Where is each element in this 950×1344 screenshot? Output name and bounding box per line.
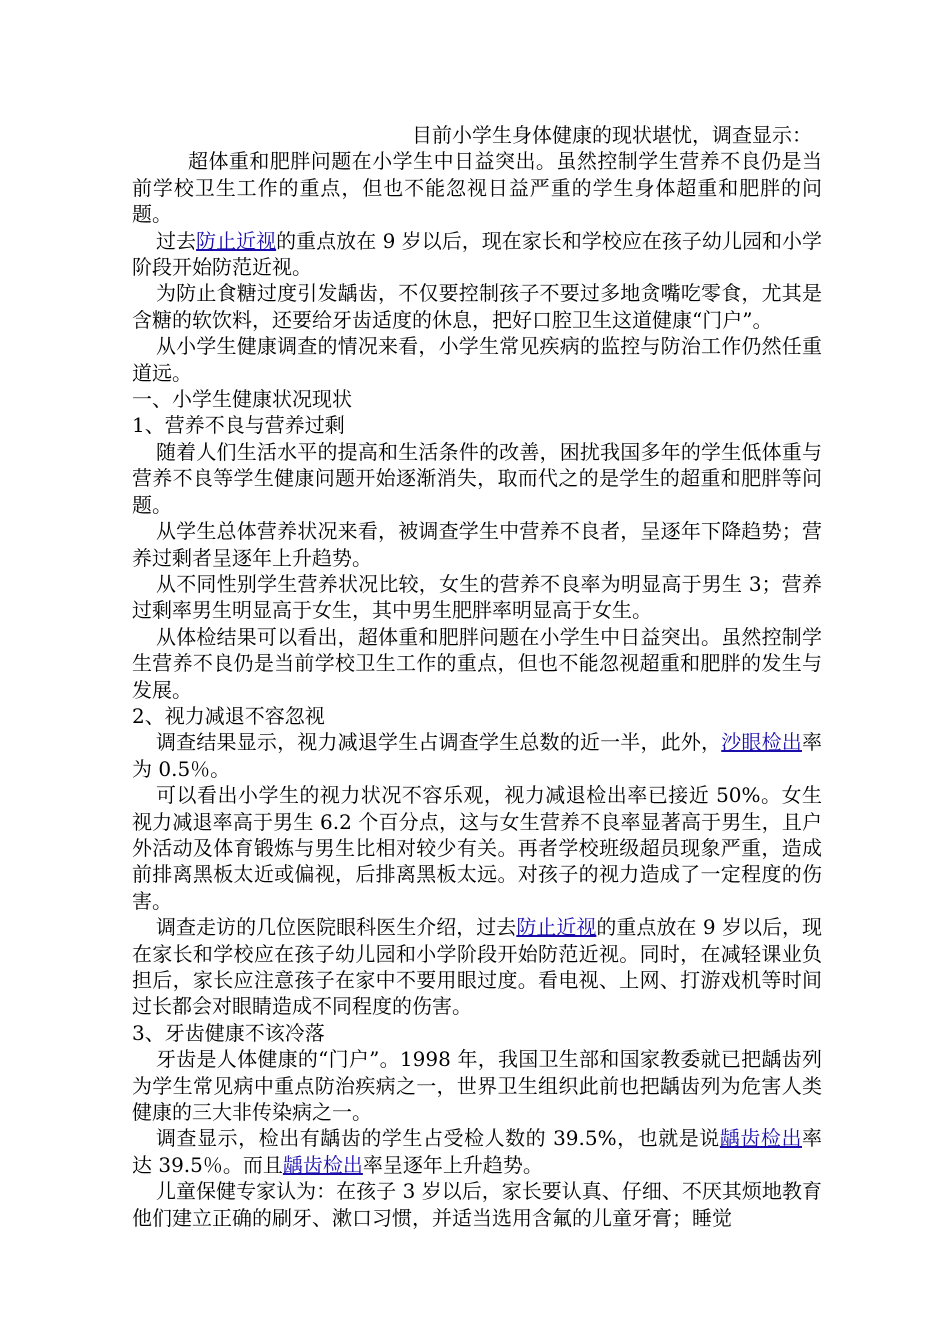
- text-run: 从不同性别学生营养状况比较，女生的营养不良率为明显高于男生 3；营养过剩率男生明显高于女生，其中男生肥胖率明显高于女生。: [132, 571, 822, 623]
- text-run: 调查显示，检出有龋齿的学生占受检人数的 39.5%，也就是说: [156, 1126, 720, 1151]
- text-run: 牙齿是人体健康的“门户”。1998 年，我国卫生部和国家教委就已把龋齿列为学生常见病中重点防治疾病之一，世界卫生组织此前也把龋齿列为危害人类健康的三大非传染病之一。: [132, 1047, 822, 1125]
- paragraph: [132, 228, 822, 281]
- text-run: 超体重和肥胖问题在小学生中日益突出。虽然控制学生营养不良仍是当前学校卫生工作的重点，但也不能忽视日益严重的学生身体超重和肥胖的问题。: [132, 149, 822, 227]
- text-run: 目前小学生身体健康的现状堪忧，调查显示：: [412, 123, 812, 147]
- paragraph: [132, 439, 822, 518]
- text-run: 3、牙齿健康不该冷落: [132, 1020, 325, 1045]
- section-heading: [132, 412, 822, 438]
- paragraph: [132, 1046, 822, 1125]
- paragraph: [132, 1125, 822, 1178]
- text-run: 调查结果显示，视力减退学生占调查学生总数的近一半，此外，: [156, 730, 722, 755]
- text-run: 过去: [156, 228, 197, 253]
- document-body: [132, 122, 822, 1231]
- text-run: 从小学生健康调查的情况来看，小学生常见疾病的监控与防治工作仍然任重道远。: [132, 334, 822, 385]
- section-heading: [132, 703, 822, 729]
- text-run: 一、小学生健康状况现状: [132, 387, 352, 412]
- paragraph: [132, 122, 822, 148]
- text-run: 为防止食糖过度引发龋齿，不仅要控制孩子不要过多地贪嘴吃零食，尤其是含糖的软饮料，还要给牙齿适度的休息，把好口腔卫生这道健康“门户”。: [132, 281, 822, 332]
- section-heading: [132, 1020, 822, 1046]
- paragraph: [132, 914, 822, 1020]
- paragraph: [132, 518, 822, 571]
- text-run: 可以看出小学生的视力状况不容乐观，视力减退检出率已接近 50%。女生视力减退率高于男生 6.2 个百分点，这与女生营养不良率显著高于男生，且户外活动及体育锻炼与男生比相对较少有关。再者学校班级超员现象严重，造成前排离黑板太近或偏视，后排离黑板太远。对孩子的视力造成了一定程度的伤害。: [132, 783, 822, 913]
- keyword-link[interactable]: 防止近视: [196, 228, 277, 253]
- paragraph: [132, 624, 822, 703]
- paragraph: [132, 729, 822, 782]
- keyword-link[interactable]: 龋齿检出: [719, 1126, 802, 1151]
- text-run: 从学生总体营养状况来看，被调查学生中营养不良者，呈逐年下降趋势；营养过剩者呈逐年上升趋势。: [132, 519, 822, 570]
- paragraph: [132, 782, 822, 914]
- paragraph: [132, 571, 822, 624]
- text-run: 1、营养不良与营养过剩: [132, 413, 345, 438]
- paragraph: [132, 333, 822, 386]
- paragraph: [132, 148, 822, 227]
- text-run: 率为 0.5％。: [132, 730, 822, 781]
- text-run: 随着人们生活水平的提高和生活条件的改善，困扰我国多年的学生低体重与营养不良等学生健康问题开始逐渐消失，取而代之的是学生的超重和肥胖等问题。: [132, 439, 822, 517]
- text-run: 调查走访的几位医院眼科医生介绍，过去: [156, 915, 517, 940]
- text-run: 率呈逐年上升趋势。: [362, 1152, 543, 1177]
- paragraph: [132, 1178, 822, 1231]
- keyword-link[interactable]: 防止近视: [516, 915, 597, 940]
- text-run: 从体检结果可以看出，超体重和肥胖问题在小学生中日益突出。虽然控制学生营养不良仍是当前学校卫生工作的重点，但也不能忽视超重和肥胖的发生与发展。: [132, 624, 822, 702]
- keyword-link[interactable]: 沙眼检出: [721, 730, 802, 755]
- text-run: 的重点放在 9 岁以后，现在家长和学校应在孩子幼儿园和小学阶段开始防范近视。同时，在减轻课业负担后，家长应注意孩子在家中不要用眼过度。看电视、上网、打游戏机等时间过长都会对眼睛造成不同程度的伤害。: [132, 915, 823, 1019]
- paragraph: [132, 280, 822, 333]
- text-run: 的重点放在 9 岁以后，现在家长和学校应在孩子幼儿园和小学阶段开始防范近视。: [132, 228, 823, 280]
- text-run: 2、视力减退不容忽视: [132, 703, 325, 728]
- text-run: 率达 39.5％。而且: [132, 1126, 822, 1177]
- section-heading: [132, 386, 822, 412]
- keyword-link[interactable]: 龋齿检出: [282, 1152, 363, 1177]
- text-run: 儿童保健专家认为：在孩子 3 岁以后，家长要认真、仔细、不厌其烦地教育他们建立正确的刷牙、漱口习惯，并适当选用含氟的儿童牙膏；睡觉: [132, 1179, 822, 1230]
